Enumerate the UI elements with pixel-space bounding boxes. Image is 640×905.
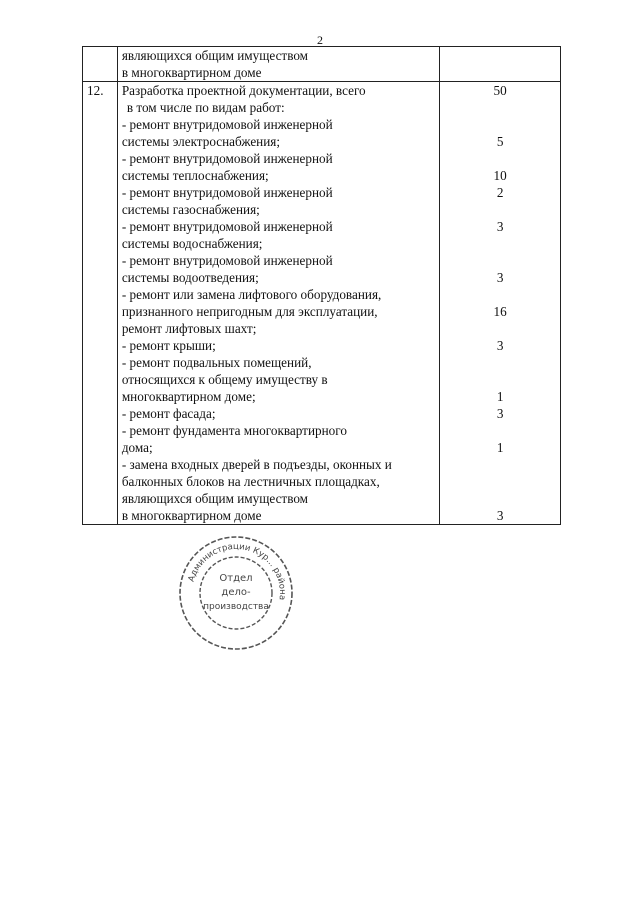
description-line: - ремонт внутридомовой инженерной bbox=[121, 117, 333, 132]
description-line: - ремонт подвальных помещений, bbox=[121, 355, 312, 370]
description-line: являющихся общим имуществом bbox=[121, 48, 309, 63]
description-line: - ремонт внутридомовой инженерной bbox=[121, 253, 333, 268]
value-line bbox=[440, 116, 560, 133]
row-number: 12. bbox=[87, 83, 104, 98]
value-line: 50 bbox=[493, 83, 507, 98]
stamp-ring-text: Администрации Кур... района bbox=[186, 541, 288, 601]
value-line bbox=[440, 150, 560, 167]
value-line bbox=[440, 422, 560, 439]
description-line: - замена входных дверей в подъезды, оконных и bbox=[121, 457, 392, 472]
value-line: 3 bbox=[496, 338, 504, 353]
description-line: относящихся к общему имуществу в bbox=[121, 372, 328, 387]
description-line: системы электроснабжения; bbox=[121, 134, 281, 149]
value-cell bbox=[440, 82, 561, 525]
description-line: - ремонт внутридомовой инженерной bbox=[121, 219, 333, 234]
description-cell bbox=[117, 47, 439, 82]
value-line bbox=[440, 320, 560, 337]
value-line: 1 bbox=[496, 389, 504, 404]
value-line: 10 bbox=[493, 168, 507, 183]
description-line: системы водоотведения; bbox=[121, 270, 259, 285]
value-line bbox=[440, 371, 560, 388]
page-number: 2 bbox=[317, 33, 323, 47]
description-line: - ремонт внутридомовой инженерной bbox=[121, 185, 333, 200]
table-row bbox=[83, 82, 561, 525]
description-line: - ремонт или замена лифтового оборудования, bbox=[121, 287, 382, 302]
stamp-center-line: дело- bbox=[221, 587, 251, 598]
value-line bbox=[440, 490, 560, 507]
value-line bbox=[440, 252, 560, 269]
row-number-cell bbox=[83, 82, 118, 525]
value-line: 16 bbox=[493, 304, 507, 319]
description-line: балконных блоков на лестничных площадках, bbox=[121, 474, 380, 489]
description-line: в многоквартирном доме bbox=[121, 65, 262, 80]
value-line: 5 bbox=[496, 134, 504, 149]
description-line: - ремонт фундамента многоквартирного bbox=[121, 423, 347, 438]
description-line: - ремонт фасада; bbox=[121, 406, 216, 421]
description-line: дома; bbox=[121, 440, 153, 455]
value-line bbox=[440, 201, 560, 218]
description-line: Разработка проектной документации, всего bbox=[121, 83, 366, 98]
value-line bbox=[440, 354, 560, 371]
office-stamp bbox=[176, 533, 296, 653]
value-cell bbox=[440, 47, 561, 82]
value-line bbox=[440, 286, 560, 303]
description-line: многоквартирном доме; bbox=[121, 389, 256, 404]
description-line: - ремонт внутридомовой инженерной bbox=[121, 151, 333, 166]
stamp-center-line: Отдел bbox=[219, 573, 253, 584]
description-line: системы газоснабжения; bbox=[121, 202, 260, 217]
value-line: 3 bbox=[496, 219, 504, 234]
continuation-row bbox=[83, 47, 561, 82]
value-line: 3 bbox=[496, 508, 504, 523]
row-number-cell bbox=[83, 47, 118, 82]
stamp-center-line: производства bbox=[203, 602, 269, 612]
value-line: 2 bbox=[496, 185, 504, 200]
value-line: 3 bbox=[496, 406, 504, 421]
value-line: 3 bbox=[496, 270, 504, 285]
value-line: 1 bbox=[496, 440, 504, 455]
value-line bbox=[440, 473, 560, 490]
description-line: являющихся общим имуществом bbox=[121, 491, 309, 506]
description-line: ремонт лифтовых шахт; bbox=[121, 321, 257, 336]
value-line bbox=[440, 456, 560, 473]
description-line: системы теплоснабжения; bbox=[121, 168, 269, 183]
description-line: в многоквартирном доме bbox=[121, 508, 262, 523]
works-table bbox=[82, 46, 561, 525]
description-line: в том числе по видам работ: bbox=[126, 100, 285, 115]
description-line: признанного непригодным для эксплуатации, bbox=[121, 304, 378, 319]
description-cell bbox=[117, 82, 439, 525]
description-line: - ремонт крыши; bbox=[121, 338, 216, 353]
value-line bbox=[440, 99, 560, 116]
description-line: системы водоснабжения; bbox=[121, 236, 263, 251]
value-line bbox=[440, 235, 560, 252]
